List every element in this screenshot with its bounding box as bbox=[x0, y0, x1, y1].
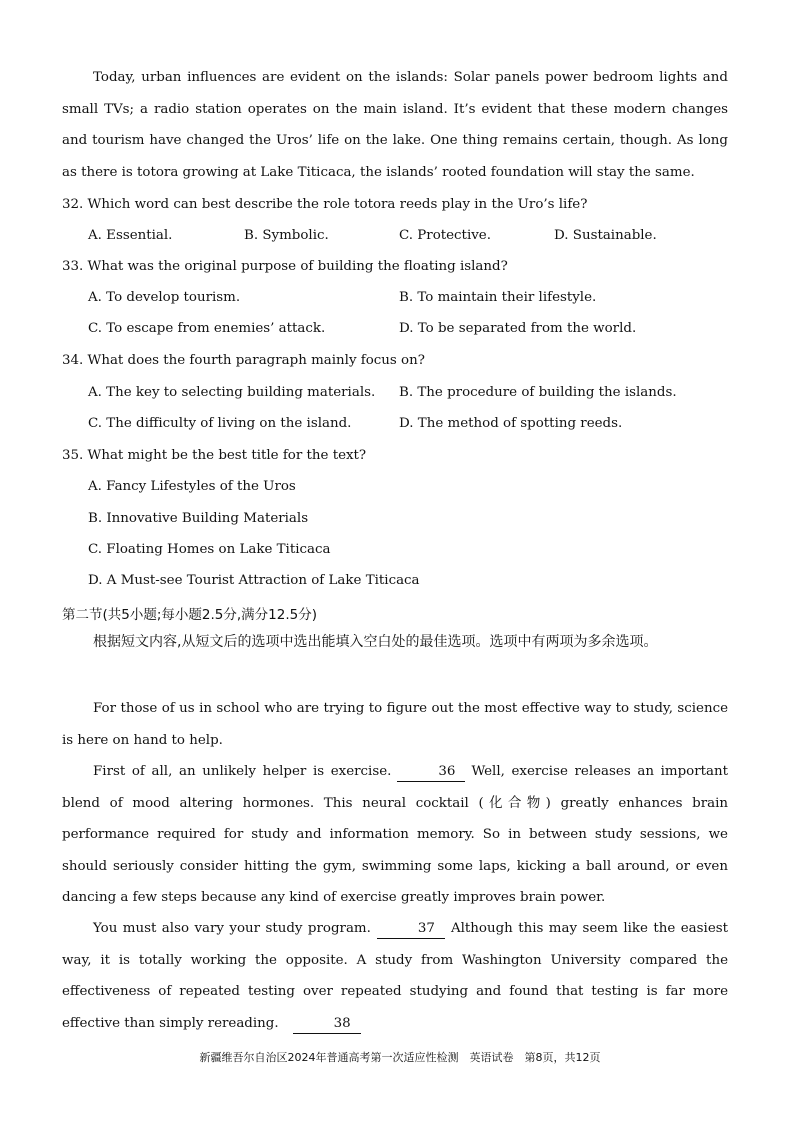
passage-2-paragraph-2 bbox=[62, 756, 728, 914]
blank-38[interactable]: 38 bbox=[293, 1015, 361, 1034]
question-35-option-d[interactable]: D. A Must-see Tourist Attraction of Lake Titicaca bbox=[88, 573, 420, 588]
question-32-option-b[interactable]: B. Symbolic. bbox=[244, 228, 329, 243]
section-2-heading: 第二节(共5小题;每小题2.5分,满分12.5分) bbox=[62, 607, 317, 623]
question-34-option-a[interactable]: A. The key to selecting building materials. bbox=[88, 385, 376, 400]
question-35-option-c[interactable]: C. Floating Homes on Lake Titicaca bbox=[88, 542, 331, 557]
paragraph-2-text-after-blank: Well, exercise releases an important blend of mood altering hormones. This neural cocktail (化合物) greatly enhances brain performance required for study and information memory. So in between study sessions, we should seriously consider hitting the gym, swimming some laps, kicking a ball around, or even dancing a few steps because any kind of exercise greatly improves brain power. bbox=[62, 764, 728, 905]
question-32-option-d[interactable]: D. Sustainable. bbox=[554, 228, 657, 243]
passage-2-paragraph-1: For those of us in school who are trying to figure out the most effective way to study, science is here on hand to help. bbox=[62, 701, 728, 748]
question-34-option-d[interactable]: D. The method of spotting reeds. bbox=[399, 416, 623, 431]
passage-2-paragraph-3 bbox=[62, 913, 728, 1039]
paragraph-2-text-before-blank: First of all, an unlikely helper is exercise. bbox=[93, 764, 392, 779]
blank-36[interactable]: 36 bbox=[397, 763, 465, 782]
question-35-option-a[interactable]: A. Fancy Lifestyles of the Uros bbox=[88, 479, 296, 494]
question-35-stem: 35. What might be the best title for the text? bbox=[62, 448, 367, 463]
question-33-option-b[interactable]: B. To maintain their lifestyle. bbox=[399, 290, 597, 305]
question-32-option-c[interactable]: C. Protective. bbox=[399, 228, 491, 243]
passage-paragraph: Today, urban influences are evident on the islands: Solar panels power bedroom lights and small TVs; a radio station operates on the main island. It’s evident that these modern changes and tourism have changed the Uros’ life on the lake. One thing remains certain, though. As long as there is totora growing at Lake Titicaca, the islands’ rooted foundation will stay the same. bbox=[62, 70, 728, 180]
question-33-option-d[interactable]: D. To be separated from the world. bbox=[399, 321, 637, 336]
section-2-instruction: 根据短文内容,从短文后的选项中选出能填入空白处的最佳选项。选项中有两项为多余选项。 bbox=[93, 634, 658, 650]
question-32-stem: 32. Which word can best describe the role totora reeds play in the Uro’s life? bbox=[62, 197, 588, 212]
question-34-stem: 34. What does the fourth paragraph mainly focus on? bbox=[62, 353, 425, 368]
paragraph-3-text-after-blank: Although this may seem like the easiest way, it is totally working the opposite. A study from Washington University compared the effectiveness of repeated testing over repeated studying and found that testing is far more effective than simply rereading. bbox=[62, 921, 728, 1031]
page-footer: 新疆维吾尔自治区2024年普通高考第一次适应性检测 英语试卷 第8页，共12页 bbox=[199, 1051, 601, 1064]
question-34-option-b[interactable]: B. The procedure of building the islands. bbox=[399, 385, 677, 400]
question-33-option-a[interactable]: A. To develop tourism. bbox=[88, 290, 241, 305]
question-35-option-b[interactable]: B. Innovative Building Materials bbox=[88, 511, 309, 526]
question-33-stem: 33. What was the original purpose of building the floating island? bbox=[62, 259, 508, 274]
question-34-option-c[interactable]: C. The difficulty of living on the island. bbox=[88, 416, 352, 431]
paragraph-3-text-before-blank: You must also vary your study program. bbox=[93, 921, 371, 936]
blank-37[interactable]: 37 bbox=[377, 920, 445, 939]
question-33-option-c[interactable]: C. To escape from enemies’ attack. bbox=[88, 321, 326, 336]
question-32-option-a[interactable]: A. Essential. bbox=[88, 228, 173, 243]
